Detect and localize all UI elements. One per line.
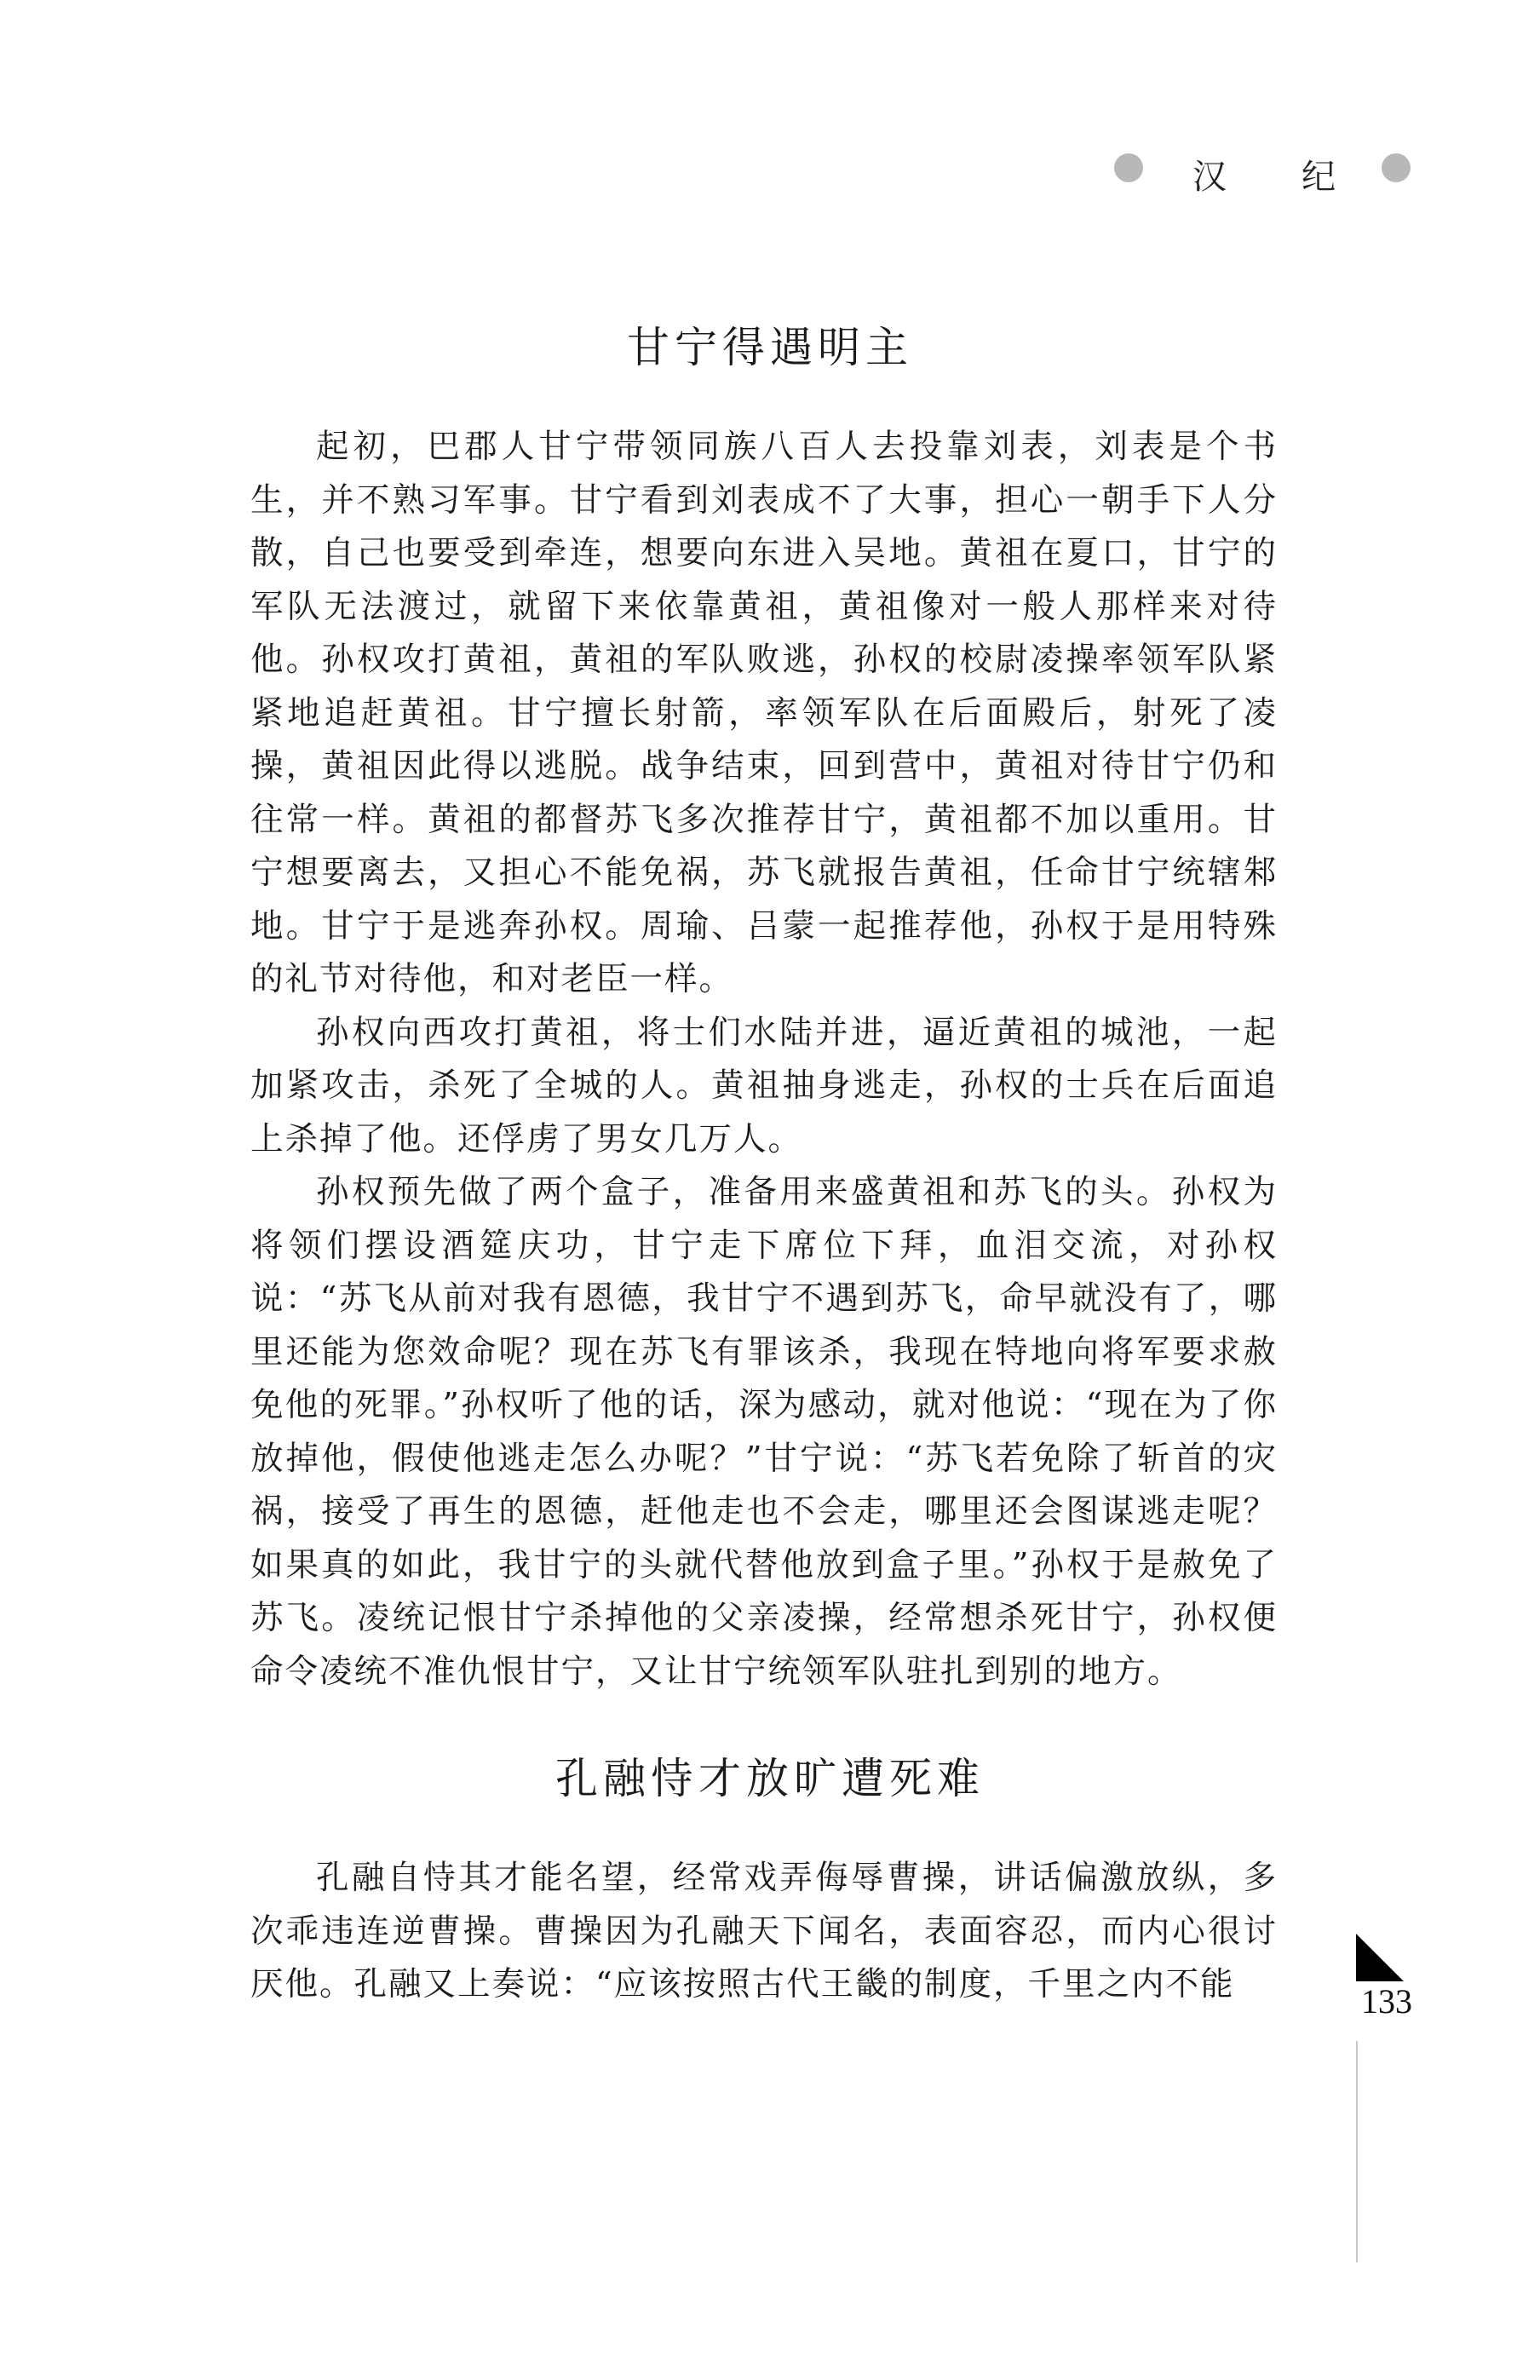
section-body: [250, 421, 1278, 1699]
header-dot-left: [1114, 153, 1143, 182]
paragraph: 起初，巴郡人甘宁带领同族八百人去投靠刘表，刘表是个书生，并不熟习军事。甘宁看到刘表成不了大事，担心一朝手下人分散，自己也要受到牵连，想要向东进入吴地。黄祖在夏口，甘宁的军队无法渡过，就留下来依靠黄祖，黄祖像对一般人那样来对待他。孙权攻打黄祖，黄祖的军队败逃，孙权的校尉凌操率领军队紧紧地追赶黄祖。甘宁擅长射箭，率领军队在后面殿后，射死了凌操，黄祖因此得以逃脱。战争结束，回到营中，黄祖对待甘宁仍和往常一样。黄祖的都督苏飞多次推荐甘宁，黄祖都不加以重用。甘宁想要离去，又担心不能免祸，苏飞就报告黄祖，任命甘宁统辖邾地。甘宁于是逃奔孙权。周瑜、吕蒙一起推荐他，孙权于是用特殊的礼节对待他，和对老臣一样。: [250, 428, 1278, 998]
margin-rule: [1356, 2041, 1358, 2262]
section-title: 孔融恃才放旷遭死难: [555, 1754, 985, 1803]
section-body: [250, 1852, 1278, 2012]
paragraph: 孙权预先做了两个盒子，准备用来盛黄祖和苏飞的头。孙权为将领们摆设酒筵庆功，甘宁走下席位下拜，血泪交流，对孙权说：“苏飞从前对我有恩德，我甘宁不遇到苏飞，命早就没有了，哪里还能为您效命呢？现在苏飞有罪该杀，我现在特地向将军要求赦免他的死罪。”孙权听了他的话，深为感动，就对他说：“现在为了你放掉他，假使他逃走怎么办呢？”甘宁说：“苏飞若免除了斩首的灾祸，接受了再生的恩德，赶他走也不会走，哪里还会图谋逃走呢？如果真的如此，我甘宁的头就代替他放到盒子里。”孙权于是赦免了苏飞。凌统记恨甘宁杀掉他的父亲凌操，经常想杀死甘宁，孙权便命令凌统不准仇恨甘宁，又让甘宁统领军队驻扎到别的地方。: [250, 1173, 1278, 1691]
running-title-char: 纪: [1302, 158, 1336, 197]
page-corner-triangle-icon: [1356, 1934, 1404, 1981]
paragraph: 孙权向西攻打黄祖，将士们水陆并进，逼近黄祖的城池，一起加紧攻击，杀死了全城的人。黄祖抽身逃走，孙权的士兵在后面追上杀掉了他。还俘虏了男女几万人。: [250, 1013, 1278, 1158]
running-title-char: 汉: [1192, 158, 1227, 197]
header-dot-right: [1382, 153, 1411, 182]
page-number: 133: [1361, 1982, 1412, 2021]
section-title: 甘宁得遇明主: [627, 323, 913, 372]
paragraph: 孔融自恃其才能名望，经常戏弄侮辱曹操，讲话偏激放纵，多次乖违连逆曹操。曹操因为孔融天下闻名，表面容忍，而内心很讨厌他。孔融又上奏说：“应该按照古代王畿的制度，千里之内不能: [250, 1859, 1278, 2003]
